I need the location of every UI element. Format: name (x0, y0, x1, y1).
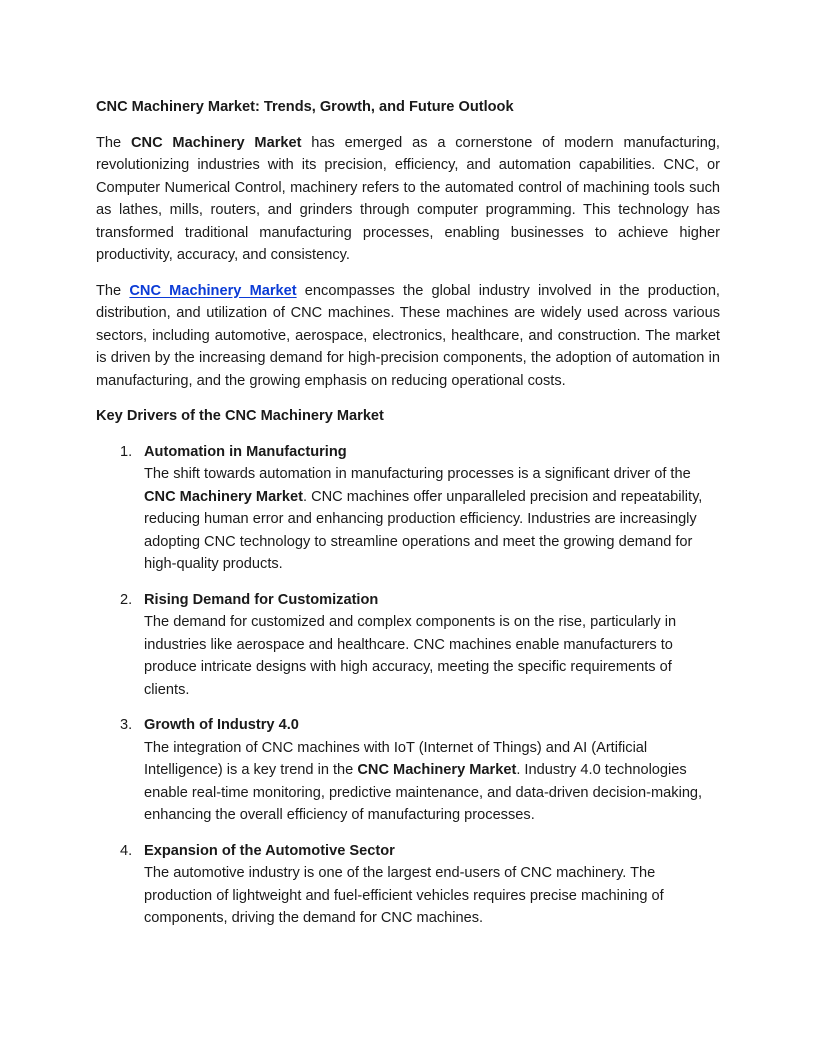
intro-text: has emerged as a cornerstone of modern manufacturing, revolutionizing industries with its precision, efficiency, and automation capabilities. CNC, or Computer Numerical Control, machinery refers to the automated control of machining tools such as lathes, mills, routers, and grinders through computer programming. This technology has transformed traditional manufacturing processes, enabling businesses to achieve higher productivity, accuracy, and consistency. (96, 134, 720, 263)
list-item-number: 2. (120, 591, 133, 608)
list-item-text-part: . Industry 4.0 technologies enable real-time monitoring, predictive maintenance, and data-driven decision-making, enhancing the overall efficiency of manufacturing processes. (144, 762, 703, 823)
document-title: CNC Machinery Market: Trends, Growth, and Future Outlook (96, 99, 514, 115)
list-item-text-part: The shift towards automation in manufacturing processes is a significant driver of the (144, 466, 691, 482)
list-item (96, 589, 716, 702)
cnc-machinery-market-link[interactable]: CNC Machinery Market (129, 282, 297, 299)
list-item-text-part: The automotive industry is one of the largest end-users of CNC machinery. The production of lightweight and fuel-efficient vehicles requires precise machining of components, driving the demand for CNC machines. (144, 865, 664, 926)
list-item (96, 714, 716, 827)
intro-paragraph (96, 132, 720, 267)
list-item (96, 840, 716, 930)
list-item-number: 3. (120, 717, 133, 733)
list-item-text (144, 737, 716, 827)
list-item (96, 441, 716, 576)
market-paragraph (96, 280, 720, 393)
list-item-bold-term: CNC Machinery Market (144, 488, 303, 505)
list-item-bold-term: CNC Machinery Market (357, 762, 517, 778)
drivers-heading: Key Drivers of the CNC Machinery Market (96, 408, 384, 424)
list-item-text-part: The demand for customized and complex components is on the rise, particularly in industries like aerospace and healthcare. CNC machines enable manufacturers to produce intricate designs with high accuracy, meeting the specific requirements of clients. (144, 614, 677, 698)
list-item-title: Automation in Manufacturing (144, 443, 347, 460)
market-lead: The (96, 282, 130, 299)
market-text: encompasses the global industry involved in the production, distribution, and utilization of CNC machines. These machines are widely used across various sectors, including automotive, aerospace, electronics, healthcare, and construction. The market is driven by the increasing demand for high-precision components, the adoption of automation in manufacturing, and the growing emphasis on reducing operational costs. (96, 282, 720, 389)
list-item-number: 4. (120, 842, 133, 859)
list-item-text (144, 611, 716, 701)
list-item-text-part: . CNC machines offer unparalleled precision and repeatability, reducing human error and enhancing production efficiency. Industries are increasingly adopting CNC technology to streamline operations and meet the growing demand for high-quality products. (144, 488, 703, 572)
list-item-text (144, 862, 716, 930)
list-item-title: Rising Demand for Customization (144, 591, 379, 608)
list-item-title: Growth of Industry 4.0 (144, 717, 299, 733)
list-item-text-part: The integration of CNC machines with IoT (Internet of Things) and AI (Artificial Intelligence) is a key trend in the (144, 739, 648, 778)
document-page (96, 96, 720, 943)
list-item-text (144, 463, 716, 576)
intro-lead: The (96, 134, 131, 151)
list-item-number: 1. (120, 443, 133, 460)
intro-bold-term: CNC Machinery Market (130, 134, 302, 151)
list-item-title: Expansion of the Automotive Sector (144, 842, 395, 859)
drivers-list (96, 441, 720, 930)
